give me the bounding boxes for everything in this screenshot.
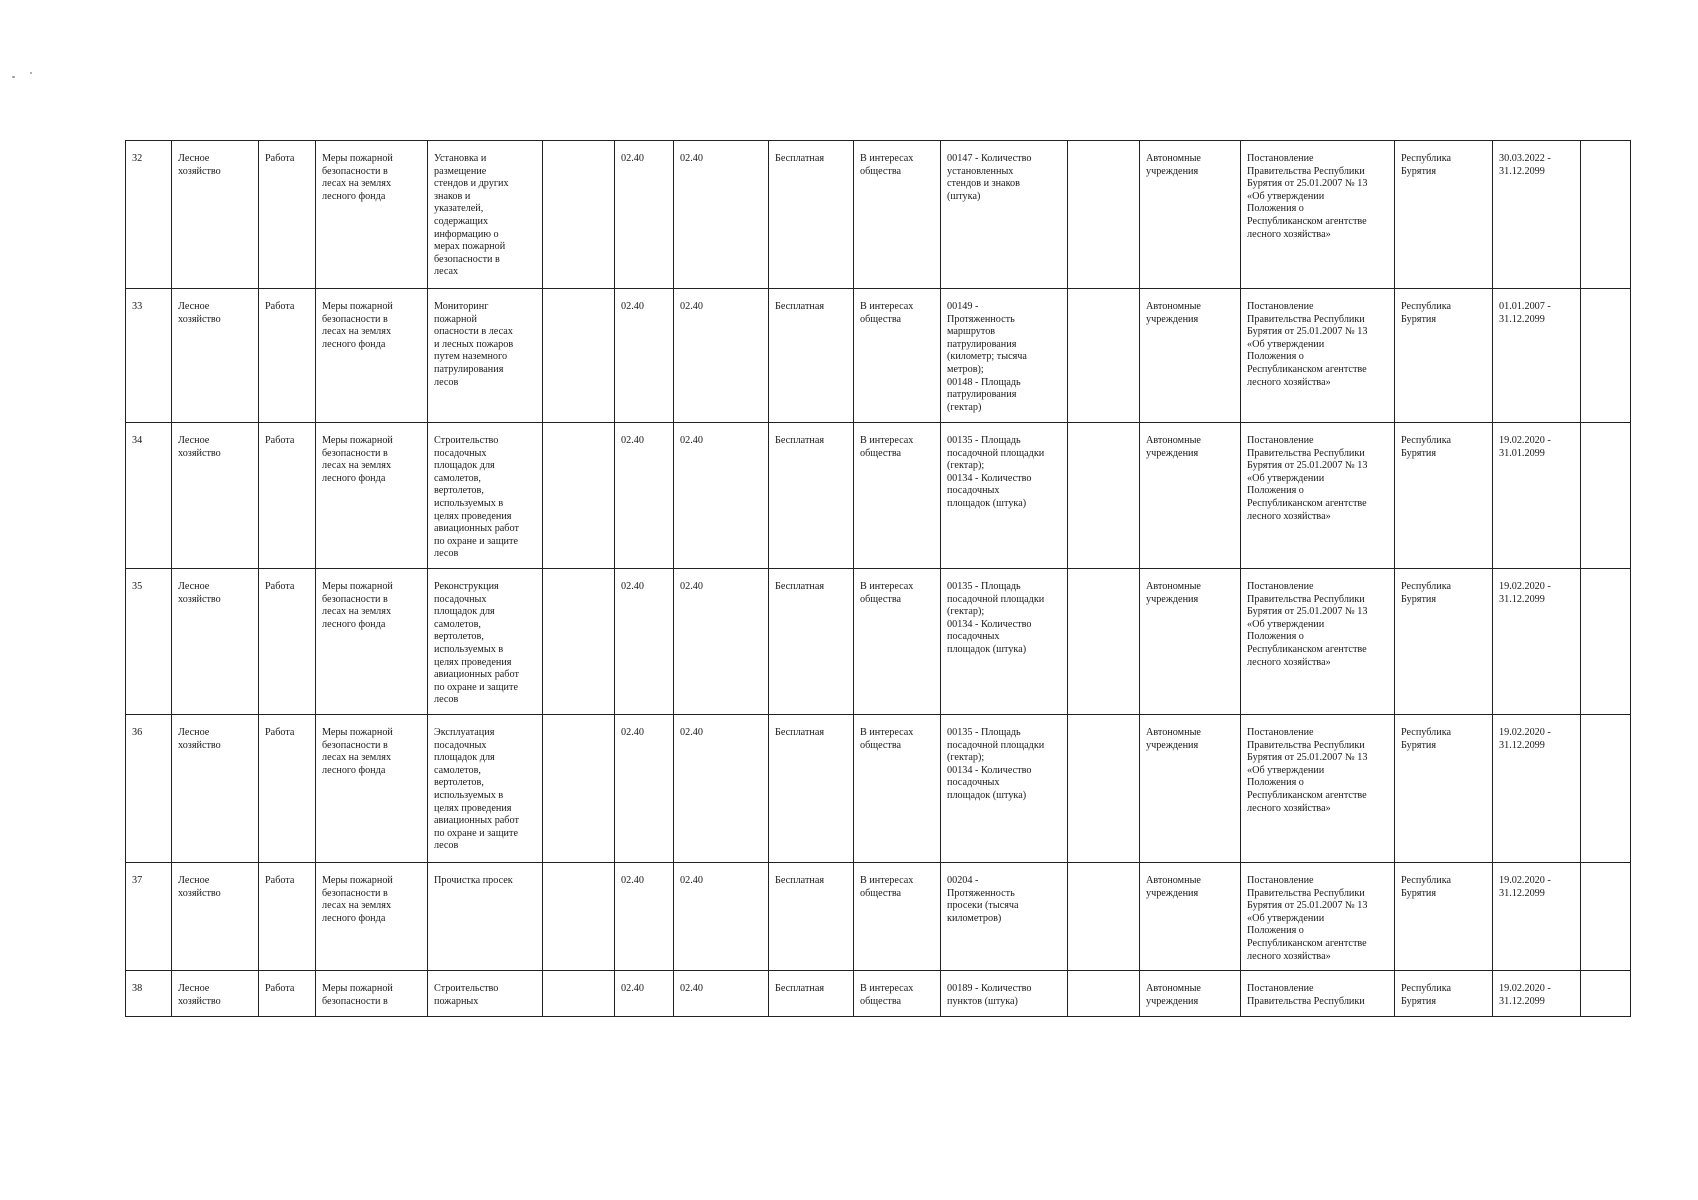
- region-cell: Республика Бурятия: [1395, 863, 1493, 971]
- row-number: 37: [126, 863, 172, 971]
- legal-basis-cell: Постановление Правительства Республики Бурятия от 25.01.2007 № 13 «Об утверждении Положения о Республиканском агентстве лесного хозяйства»: [1241, 569, 1395, 715]
- sector-cell: Лесное хозяйство: [172, 715, 259, 863]
- type-cell: Работа: [259, 569, 316, 715]
- period-cell: 30.03.2022 - 31.12.2099: [1493, 141, 1581, 289]
- empty-cell: [1068, 289, 1140, 423]
- okved-code-cell: 02.40: [615, 971, 674, 1017]
- period-cell: 19.02.2020 - 31.12.2099: [1493, 863, 1581, 971]
- empty-cell: [1068, 863, 1140, 971]
- okved-code-cell: 02.40: [674, 863, 769, 971]
- work-name-cell: Строительство пожарных: [428, 971, 543, 1017]
- scan-speck: [30, 72, 32, 74]
- category-cell: Меры пожарной безопасности в лесах на землях лесного фонда: [316, 715, 428, 863]
- payment-cell: Бесплатная: [769, 569, 854, 715]
- okved-code-cell: 02.40: [674, 569, 769, 715]
- institutions-cell: Автономные учреждения: [1140, 289, 1241, 423]
- empty-cell: [1068, 141, 1140, 289]
- empty-cell: [543, 141, 615, 289]
- row-number: 36: [126, 715, 172, 863]
- period-cell: 01.01.2007 - 31.12.2099: [1493, 289, 1581, 423]
- okved-code-cell: 02.40: [674, 971, 769, 1017]
- legal-basis-cell: Постановление Правительства Республики Бурятия от 25.01.2007 № 13 «Об утверждении Положения о Республиканском агентстве лесного хозяйства»: [1241, 289, 1395, 423]
- payment-cell: Бесплатная: [769, 715, 854, 863]
- type-cell: Работа: [259, 141, 316, 289]
- empty-cell: [1068, 423, 1140, 569]
- empty-cell: [1581, 971, 1631, 1017]
- empty-cell: [543, 289, 615, 423]
- indicators-cell: 00135 - Площадь посадочной площадки (гектар); 00134 - Количество посадочных площадок (штука): [941, 715, 1068, 863]
- legal-basis-cell: Постановление Правительства Республики Бурятия от 25.01.2007 № 13 «Об утверждении Положения о Республиканском агентстве лесного хозяйства»: [1241, 715, 1395, 863]
- empty-cell: [543, 971, 615, 1017]
- type-cell: Работа: [259, 971, 316, 1017]
- institutions-cell: Автономные учреждения: [1140, 715, 1241, 863]
- payment-cell: Бесплатная: [769, 423, 854, 569]
- table-row: [126, 141, 1631, 289]
- work-name-cell: Реконструкция посадочных площадок для самолетов, вертолетов, используемых в целях проведения авиационных работ по охране и защите лесов: [428, 569, 543, 715]
- empty-cell: [1581, 141, 1631, 289]
- interest-cell: В интересах общества: [854, 715, 941, 863]
- okved-code-cell: 02.40: [615, 715, 674, 863]
- empty-cell: [1581, 569, 1631, 715]
- empty-cell: [1068, 715, 1140, 863]
- legal-basis-cell: Постановление Правительства Республики Бурятия от 25.01.2007 № 13 «Об утверждении Положения о Республиканском агентстве лесного хозяйства»: [1241, 141, 1395, 289]
- payment-cell: Бесплатная: [769, 971, 854, 1017]
- sector-cell: Лесное хозяйство: [172, 863, 259, 971]
- type-cell: Работа: [259, 423, 316, 569]
- interest-cell: В интересах общества: [854, 863, 941, 971]
- region-cell: Республика Бурятия: [1395, 423, 1493, 569]
- okved-code-cell: 02.40: [615, 423, 674, 569]
- interest-cell: В интересах общества: [854, 971, 941, 1017]
- okved-code-cell: 02.40: [674, 289, 769, 423]
- okved-code-cell: 02.40: [674, 141, 769, 289]
- work-name-cell: Установка и размещение стендов и других знаков и указателей, содержащих информацию о мерах пожарной безопасности в лесах: [428, 141, 543, 289]
- work-name-cell: Прочистка просек: [428, 863, 543, 971]
- okved-code-cell: 02.40: [615, 289, 674, 423]
- type-cell: Работа: [259, 715, 316, 863]
- sector-cell: Лесное хозяйство: [172, 569, 259, 715]
- empty-cell: [1581, 289, 1631, 423]
- okved-code-cell: 02.40: [674, 715, 769, 863]
- institutions-cell: Автономные учреждения: [1140, 971, 1241, 1017]
- period-cell: 19.02.2020 - 31.01.2099: [1493, 423, 1581, 569]
- empty-cell: [543, 863, 615, 971]
- period-cell: 19.02.2020 - 31.12.2099: [1493, 715, 1581, 863]
- indicators-cell: 00135 - Площадь посадочной площадки (гектар); 00134 - Количество посадочных площадок (штука): [941, 569, 1068, 715]
- work-name-cell: Эксплуатация посадочных площадок для самолетов, вертолетов, используемых в целях проведения авиационных работ по охране и защите лесов: [428, 715, 543, 863]
- row-number: 33: [126, 289, 172, 423]
- institutions-cell: Автономные учреждения: [1140, 863, 1241, 971]
- indicators-cell: 00204 - Протяженность просеки (тысяча километров): [941, 863, 1068, 971]
- legal-basis-cell: Постановление Правительства Республики Бурятия от 25.01.2007 № 13 «Об утверждении Положения о Республиканском агентстве лесного хозяйства»: [1241, 863, 1395, 971]
- interest-cell: В интересах общества: [854, 289, 941, 423]
- work-name-cell: Строительство посадочных площадок для самолетов, вертолетов, используемых в целях проведения авиационных работ по охране и защите лесов: [428, 423, 543, 569]
- category-cell: Меры пожарной безопасности в лесах на землях лесного фонда: [316, 863, 428, 971]
- table-row: [126, 569, 1631, 715]
- indicators-cell: 00135 - Площадь посадочной площадки (гектар); 00134 - Количество посадочных площадок (штука): [941, 423, 1068, 569]
- type-cell: Работа: [259, 863, 316, 971]
- scan-speck: [12, 76, 15, 78]
- services-registry-table: [125, 140, 1631, 1017]
- legal-basis-cell: Постановление Правительства Республики Бурятия от 25.01.2007 № 13 «Об утверждении Положения о Республиканском агентстве лесного хозяйства»: [1241, 423, 1395, 569]
- sector-cell: Лесное хозяйство: [172, 423, 259, 569]
- empty-cell: [1068, 971, 1140, 1017]
- interest-cell: В интересах общества: [854, 569, 941, 715]
- period-cell: 19.02.2020 - 31.12.2099: [1493, 569, 1581, 715]
- institutions-cell: Автономные учреждения: [1140, 569, 1241, 715]
- category-cell: Меры пожарной безопасности в лесах на землях лесного фонда: [316, 289, 428, 423]
- institutions-cell: Автономные учреждения: [1140, 141, 1241, 289]
- okved-code-cell: 02.40: [615, 863, 674, 971]
- indicators-cell: 00149 - Протяженность маршрутов патрулирования (километр; тысяча метров); 00148 - Площадь патрулирования (гектар): [941, 289, 1068, 423]
- table-row: [126, 863, 1631, 971]
- indicators-cell: 00147 - Количество установленных стендов и знаков (штука): [941, 141, 1068, 289]
- sector-cell: Лесное хозяйство: [172, 971, 259, 1017]
- work-name-cell: Мониторинг пожарной опасности в лесах и лесных пожаров путем наземного патрулирования лесов: [428, 289, 543, 423]
- row-number: 32: [126, 141, 172, 289]
- interest-cell: В интересах общества: [854, 141, 941, 289]
- payment-cell: Бесплатная: [769, 289, 854, 423]
- period-cell: 19.02.2020 - 31.12.2099: [1493, 971, 1581, 1017]
- okved-code-cell: 02.40: [615, 569, 674, 715]
- row-number: 35: [126, 569, 172, 715]
- payment-cell: Бесплатная: [769, 863, 854, 971]
- empty-cell: [543, 569, 615, 715]
- row-number: 34: [126, 423, 172, 569]
- category-cell: Меры пожарной безопасности в лесах на землях лесного фонда: [316, 141, 428, 289]
- category-cell: Меры пожарной безопасности в: [316, 971, 428, 1017]
- indicators-cell: 00189 - Количество пунктов (штука): [941, 971, 1068, 1017]
- okved-code-cell: 02.40: [615, 141, 674, 289]
- region-cell: Республика Бурятия: [1395, 289, 1493, 423]
- institutions-cell: Автономные учреждения: [1140, 423, 1241, 569]
- empty-cell: [1581, 863, 1631, 971]
- type-cell: Работа: [259, 289, 316, 423]
- region-cell: Республика Бурятия: [1395, 715, 1493, 863]
- sector-cell: Лесное хозяйство: [172, 141, 259, 289]
- empty-cell: [1581, 715, 1631, 863]
- empty-cell: [543, 715, 615, 863]
- empty-cell: [543, 423, 615, 569]
- region-cell: Республика Бурятия: [1395, 141, 1493, 289]
- region-cell: Республика Бурятия: [1395, 569, 1493, 715]
- row-number: 38: [126, 971, 172, 1017]
- payment-cell: Бесплатная: [769, 141, 854, 289]
- empty-cell: [1581, 423, 1631, 569]
- region-cell: Республика Бурятия: [1395, 971, 1493, 1017]
- table-row: [126, 971, 1631, 1017]
- category-cell: Меры пожарной безопасности в лесах на землях лесного фонда: [316, 423, 428, 569]
- table-row: [126, 715, 1631, 863]
- category-cell: Меры пожарной безопасности в лесах на землях лесного фонда: [316, 569, 428, 715]
- okved-code-cell: 02.40: [674, 423, 769, 569]
- empty-cell: [1068, 569, 1140, 715]
- legal-basis-cell: Постановление Правительства Республики: [1241, 971, 1395, 1017]
- interest-cell: В интересах общества: [854, 423, 941, 569]
- sector-cell: Лесное хозяйство: [172, 289, 259, 423]
- table-row: [126, 423, 1631, 569]
- table-row: [126, 289, 1631, 423]
